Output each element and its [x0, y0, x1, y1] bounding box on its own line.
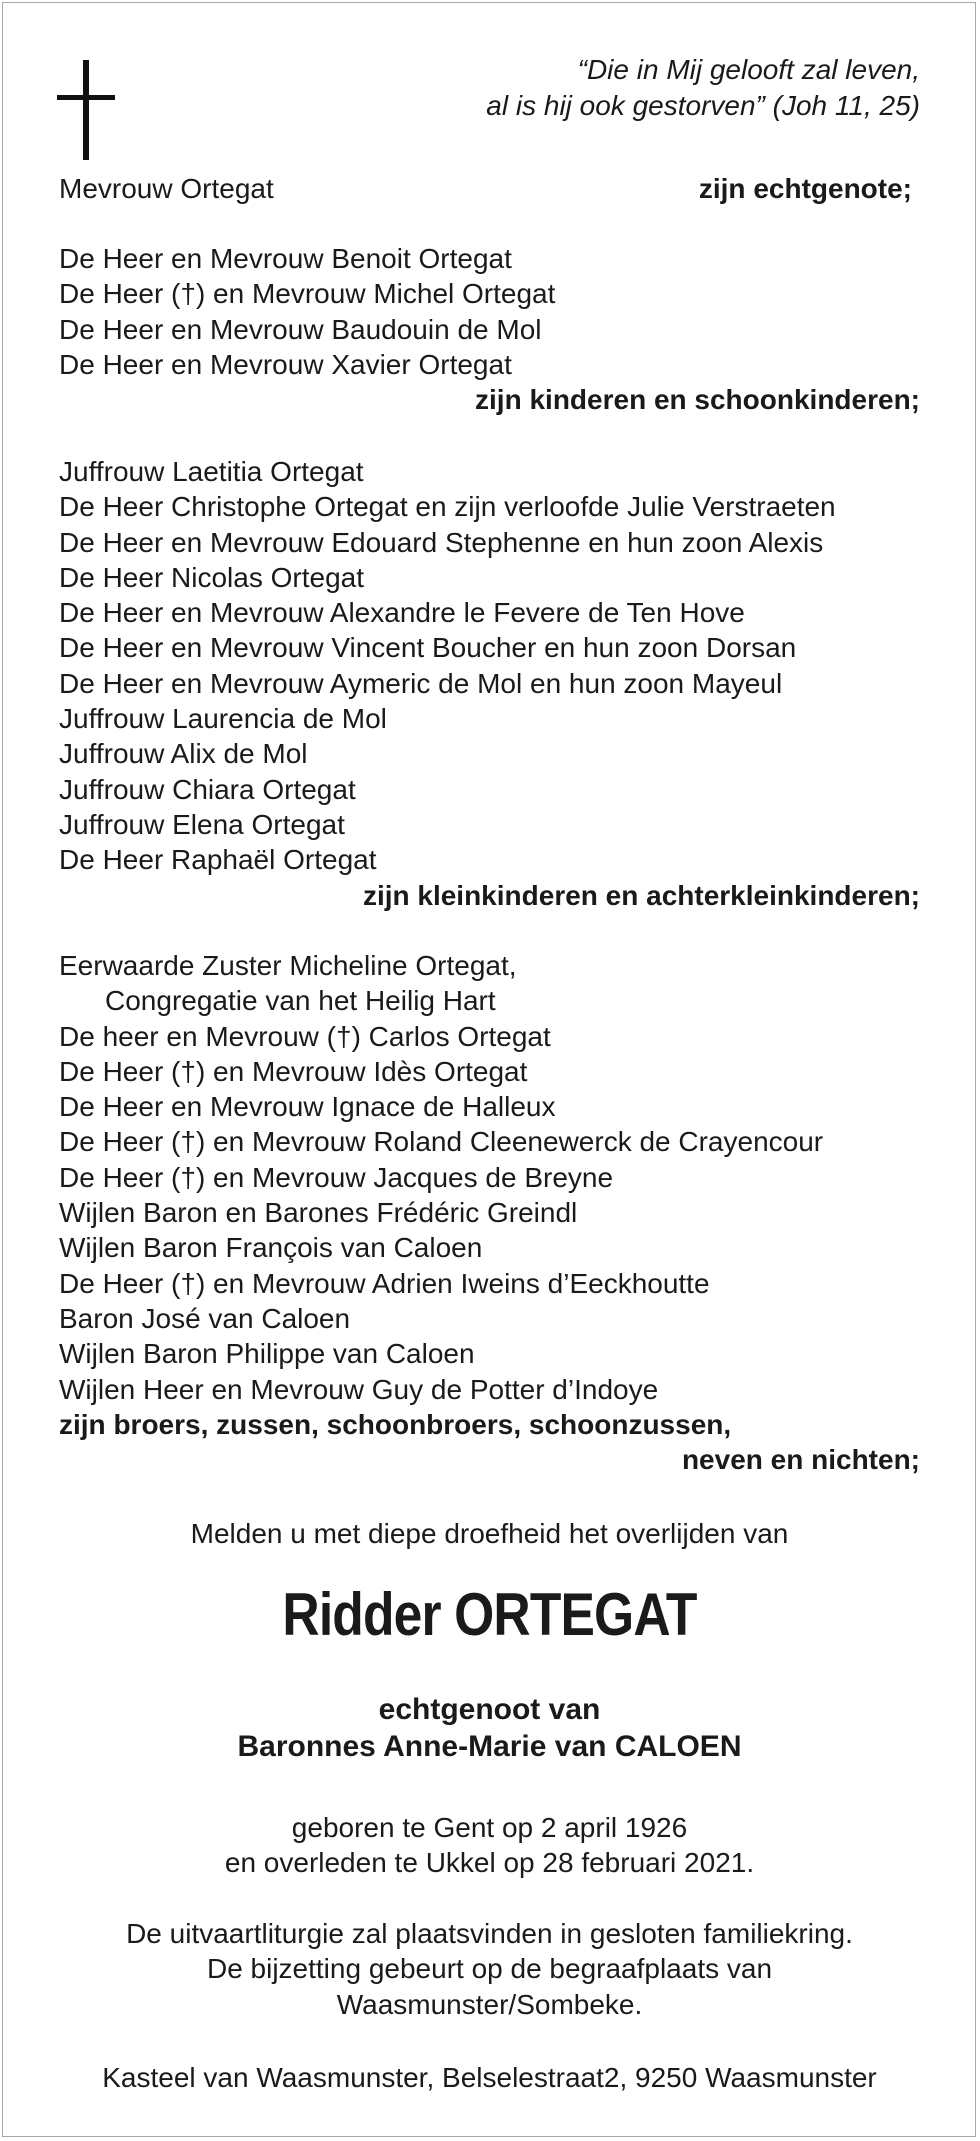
list-item: Wijlen Baron en Barones Frédéric Greindl: [59, 1197, 578, 1229]
list-item: Wijlen Baron François van Caloen: [59, 1232, 483, 1264]
list-item: Eerwaarde Zuster Micheline Ortegat,: [59, 950, 517, 981]
list-item: Wijlen Heer en Mevrouw Guy de Potter d’Indoye: [59, 1373, 659, 1405]
list-item: De Heer en Mevrouw Aymeric de Mol en hun zoon Mayeul: [59, 667, 783, 699]
funeral-line-2: De bijzetting gebeurt op de begraafplaats van: [206, 1953, 773, 1985]
list-item: Juffrouw Laurencia de Mol: [59, 703, 387, 735]
list-item: De Heer en Mevrouw Ignace de Halleux: [59, 1091, 556, 1123]
list-item: Juffrouw Alix de Mol: [59, 738, 308, 770]
funeral-line-1: De uitvaartliturgie zal plaatsvinden in gesloten familiekring.: [126, 1918, 853, 1949]
spouse-of-section: [59, 1691, 920, 1765]
children-relation: zijn kinderen en schoonkinderen;: [475, 384, 920, 416]
list-item: Baron José van Caloen: [59, 1302, 351, 1334]
grandchildren-section: [59, 454, 920, 913]
list-item: Juffrouw Elena Ortegat: [59, 808, 345, 840]
announcement: Melden u met diepe droefheid het overlijden van: [190, 1518, 789, 1549]
list-item: De heer en Mevrouw (†) Carlos Ortegat: [59, 1020, 551, 1052]
list-item: De Heer (†) en Mevrouw Michel Ortegat: [59, 278, 556, 310]
birth-line: geboren te Gent op 2 april 1926: [291, 1812, 688, 1843]
list-item: De Heer en Mevrouw Benoit Ortegat: [59, 243, 512, 274]
list-item: De Heer Nicolas Ortegat: [59, 561, 365, 593]
spouse-of-name: Baronnes Anne-Marie van CALOEN: [237, 1730, 742, 1763]
funeral-section: [59, 1916, 920, 2022]
death-line: en overleden te Ukkel op 28 februari 2021.: [224, 1847, 755, 1879]
list-item: De Heer Raphaël Ortegat: [59, 844, 377, 876]
list-item: De Heer en Mevrouw Vincent Boucher en hun zoon Dorsan: [59, 632, 797, 664]
list-item: De Heer (†) en Mevrouw Idès Ortegat: [59, 1055, 528, 1087]
children-section: [59, 241, 920, 417]
list-item: De Heer en Mevrouw Baudouin de Mol: [59, 313, 542, 345]
dates-section: [59, 1810, 920, 1881]
bible-quote: [486, 52, 920, 124]
quote-line-1: “Die in Mij gelooft zal leven,: [577, 54, 920, 85]
list-item: De Heer en Mevrouw Alexandre le Fevere de Ten Hove: [59, 597, 745, 629]
list-item: De Heer Christophe Ortegat en zijn verloofde Julie Verstraeten: [59, 491, 836, 523]
spouse-row: [59, 171, 920, 206]
siblings-section: [59, 948, 920, 1477]
funeral-line-3: Waasmunster/Sombeke.: [336, 1988, 643, 2020]
spouse-name: Mevrouw Ortegat: [59, 173, 274, 204]
list-item: De Heer (†) en Mevrouw Adrien Iweins d’Eeckhoutte: [59, 1267, 710, 1299]
list-item: De Heer (†) en Mevrouw Jacques de Breyne: [59, 1161, 614, 1193]
list-item: Wijlen Baron Philippe van Caloen: [59, 1338, 475, 1370]
cross-icon: [57, 60, 115, 160]
list-item: De Heer en Mevrouw Edouard Stephenne en hun zoon Alexis: [59, 526, 824, 558]
address: Kasteel van Waasmunster, Belselestraat2, 9250 Waasmunster: [102, 2062, 877, 2093]
spouse-relation: zijn echtgenote;: [698, 173, 912, 204]
list-item: De Heer en Mevrouw Xavier Ortegat: [59, 348, 512, 380]
grandchildren-relation: zijn kleinkinderen en achterkleinkinderen;: [362, 879, 920, 911]
list-item: De Heer (†) en Mevrouw Roland Cleenewerck de Crayencour: [59, 1126, 824, 1158]
list-item-sub: Congregatie van het Heilig Hart: [105, 985, 496, 1017]
siblings-relation-1: zijn broers, zussen, schoonbroers, schoonzussen,: [59, 1408, 732, 1440]
spouse-of-label: echtgenoot van: [378, 1693, 601, 1726]
siblings-relation-2: neven en nichten;: [681, 1444, 920, 1476]
quote-line-2: al is hij ook gestorven” (Joh 11, 25): [486, 90, 920, 121]
list-item: Juffrouw Laetitia Ortegat: [59, 456, 364, 487]
list-item: Juffrouw Chiara Ortegat: [59, 773, 356, 805]
deceased-name: Ridder ORTEGAT: [282, 1581, 697, 1648]
